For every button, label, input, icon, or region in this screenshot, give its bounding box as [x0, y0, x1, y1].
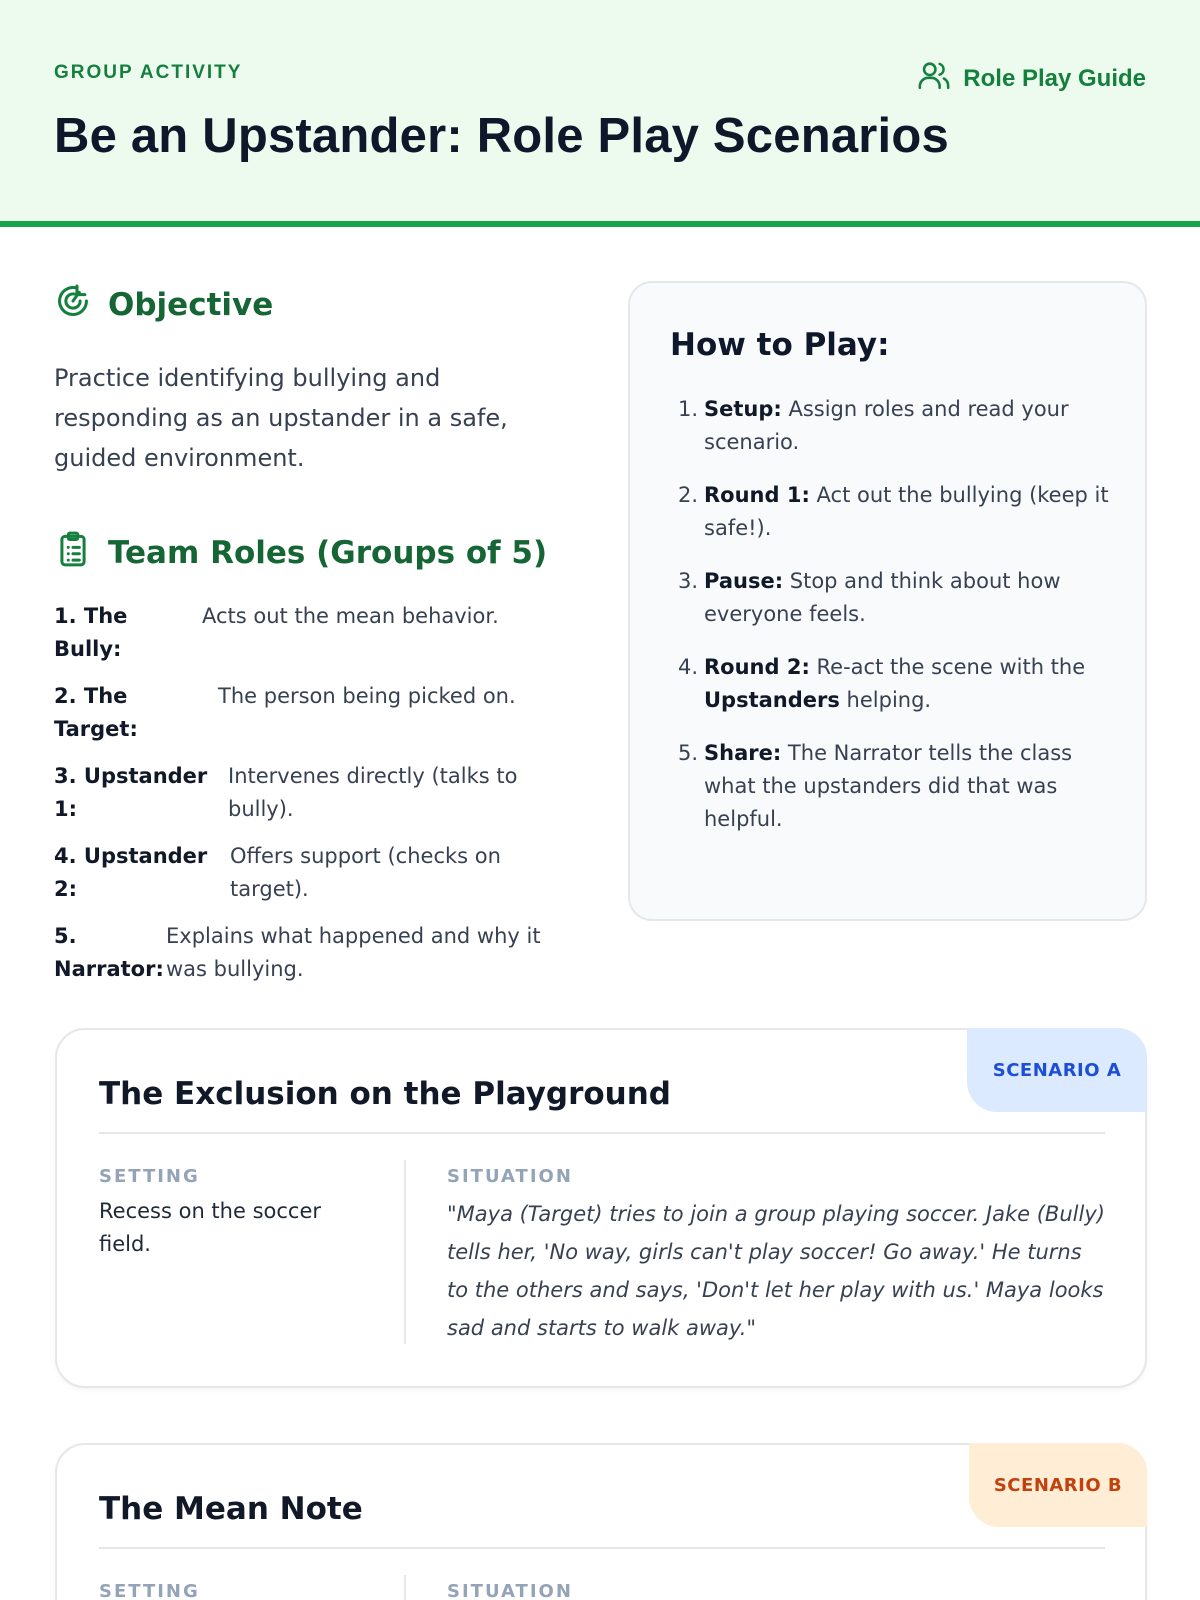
step-number: 2.	[678, 483, 699, 507]
left-column	[54, 282, 554, 1000]
step-body: Act out the bullying (keep it safe!).	[704, 483, 1109, 540]
step-label: Share:	[704, 741, 782, 765]
step-number: 5.	[678, 741, 699, 765]
objective-text: Practice identifying bullying and responding as an upstander in a safe, guided environment.	[54, 364, 508, 472]
step-number: 1.	[678, 397, 699, 421]
scenario-card-a	[55, 1028, 1147, 1388]
role-item	[54, 840, 554, 906]
step-item	[678, 393, 1118, 459]
step-text	[704, 651, 1118, 717]
step-item	[678, 651, 1118, 717]
step-body: Re-act the scene with the	[809, 655, 1086, 679]
step-emphasis: Upstanders	[704, 688, 840, 712]
role-item	[54, 920, 554, 986]
role-label: 2. The Target:	[54, 684, 138, 741]
situation-label: SITUATION	[447, 1166, 573, 1187]
step-body: Assign roles and read your scenario.	[704, 397, 1069, 454]
guide-label-text: Role Play Guide	[963, 64, 1146, 92]
step-item	[678, 479, 1118, 545]
how-to-play-steps	[678, 393, 1118, 856]
scenario-badge: SCENARIO B	[969, 1443, 1147, 1527]
divider	[99, 1547, 1105, 1549]
team-roles-list	[54, 600, 554, 986]
role-item	[54, 680, 554, 746]
clipboard-icon	[54, 530, 92, 576]
step-text	[704, 565, 1118, 631]
team-roles-heading-text: Team Roles (Groups of 5)	[108, 535, 548, 571]
target-icon	[54, 282, 92, 328]
column-divider	[404, 1575, 406, 1600]
activity-type-label: GROUP ACTIVITY	[54, 62, 243, 83]
situation-label: SITUATION	[447, 1581, 573, 1600]
scenario-badge: SCENARIO A	[967, 1028, 1147, 1112]
step-text	[704, 479, 1118, 545]
column-divider	[404, 1160, 406, 1344]
role-label: 4. Upstander 2:	[54, 844, 208, 901]
role-item	[54, 600, 554, 666]
users-icon	[917, 58, 951, 99]
step-label: Setup:	[704, 397, 782, 421]
divider	[99, 1132, 1105, 1134]
step-text	[704, 393, 1118, 459]
team-roles-heading	[54, 530, 554, 576]
role-description: Offers support (checks on target).	[230, 844, 501, 901]
step-body: Stop and think about how everyone feels.	[704, 569, 1061, 626]
step-number: 4.	[678, 655, 699, 679]
setting-label: SETTING	[99, 1581, 200, 1600]
role-label: 5. Narrator:	[54, 924, 164, 981]
role-label: 3. Upstander 1:	[54, 764, 208, 821]
step-text	[704, 737, 1118, 836]
situation-text: "Maya (Target) tries to join a group playing soccer. Jake (Bully) tells her, 'No way, girls can't play soccer! Go away.' He turns to the others and says, 'Don't let her play with us.' Maya looks sad and starts to walk away."	[447, 1202, 1105, 1340]
how-to-play-panel	[628, 281, 1147, 921]
scenario-title: The Exclusion on the Playground	[99, 1076, 672, 1112]
scenario-card-b	[55, 1443, 1147, 1600]
objective-heading-text: Objective	[108, 287, 274, 323]
role-item	[54, 760, 554, 826]
step-body-end: helping.	[839, 688, 932, 712]
objective-heading	[54, 282, 554, 328]
step-item	[678, 565, 1118, 631]
step-label: Round 2:	[704, 655, 810, 679]
role-description: Explains what happened and why it was bullying.	[166, 924, 541, 981]
role-description: Intervenes directly (talks to bully).	[228, 764, 518, 821]
how-to-play-heading: How to Play:	[670, 327, 890, 363]
step-label: Round 1:	[704, 483, 810, 507]
role-description: The person being picked on.	[218, 684, 516, 708]
step-body: The Narrator tells the class what the upstanders did that was helpful.	[704, 741, 1073, 831]
setting-text: Recess on the soccer field.	[99, 1199, 321, 1256]
role-description: Acts out the mean behavior.	[202, 604, 499, 628]
page-header	[0, 0, 1200, 227]
step-label: Pause:	[704, 569, 784, 593]
role-label: 1. The Bully:	[54, 604, 128, 661]
step-number: 3.	[678, 569, 699, 593]
role-play-guide-label	[917, 58, 1146, 99]
scenario-title: The Mean Note	[99, 1491, 363, 1527]
setting-label: SETTING	[99, 1166, 200, 1187]
page-title: Be an Upstander: Role Play Scenarios	[54, 109, 949, 163]
step-item	[678, 737, 1118, 836]
